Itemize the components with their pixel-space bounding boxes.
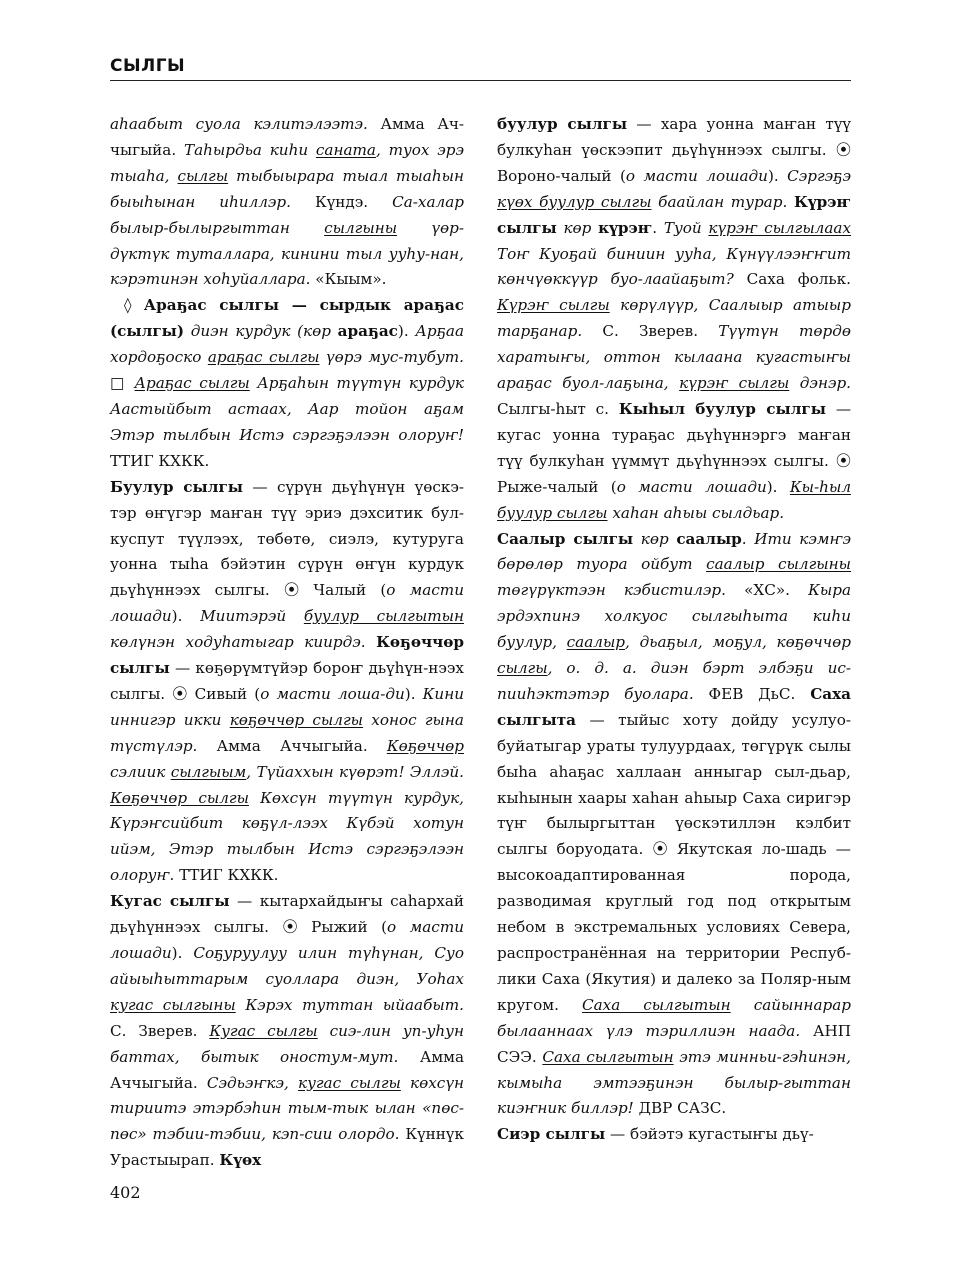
headword: саалыр — [676, 529, 742, 548]
body-text: □ — [110, 374, 135, 393]
headword: Кыһыл буулур сылгы — [618, 399, 826, 418]
paragraph — [110, 475, 464, 890]
body-text: Күндэ. — [314, 192, 393, 211]
example-text: хаһан аһыы сылдьар. — [607, 503, 785, 522]
underlined-term: сылгы — [177, 166, 229, 185]
example-text: Түүтүн төрдө харатыҥы, оттон кылаана кугастыҥы араҕас буол-лаҕына, — [497, 322, 851, 393]
example-text: тыбыырара тыал тыаһын быыһынан иһиллэр. — [110, 166, 464, 211]
body-text: ⦿ Рыжий ( — [282, 918, 388, 937]
body-text: ◊ — [124, 296, 144, 315]
underlined-term: Күрэҥ сылгы — [497, 296, 610, 315]
body-text: — кытархайдыҥы саһархай дьүһүннээх сылгы. — [110, 892, 464, 937]
paragraph — [497, 112, 851, 527]
underlined-term: кугас сылгыны — [110, 995, 236, 1014]
example-text: сэлиик — [110, 762, 171, 781]
body-text: «Кыым». — [315, 270, 387, 289]
headword: Саха сылгыта — [497, 684, 852, 729]
example-text: , туох эрэ тыаһа, — [110, 140, 464, 185]
example-text: Кыра эрдэхпинэ холкуос сылгыһыта киһи — [497, 581, 851, 626]
example-text: Көхсүн түүтүн курдук, Күрэҥсийбит көҕүл-лээх Күбэй хотун ийэм, Этэр тылбын Истэ сэргэҕэлээн олоруҥ. — [110, 788, 464, 885]
example-text: , — [552, 633, 567, 652]
underlined-term: күрэҥ сылгылаах — [708, 218, 852, 237]
paragraph — [497, 1122, 851, 1148]
example-text: көр — [303, 322, 331, 341]
example-text: этэ минньи-гэһинэн, кымыһа эмтээҕинэн былыр-гыттан киэҥник биллэр! — [497, 1047, 851, 1118]
underlined-term: Кугас сылгы — [209, 1021, 318, 1040]
body-text: ⦿ Рыже-чалый ( — [497, 451, 851, 496]
body-text: ДВР САЗС. — [638, 1099, 727, 1118]
underlined-term: сылгыны — [324, 218, 398, 237]
underlined-term: Кы-һыл буулур сылгы — [497, 477, 851, 522]
page-number: 402 — [110, 1183, 141, 1202]
paragraph — [110, 889, 464, 1174]
body-text — [331, 322, 338, 340]
example-text: , Түйаххын күөрэт! Эллэй. — [246, 762, 464, 781]
body-text: ). — [171, 607, 201, 626]
underlined-term: саната — [315, 140, 376, 159]
example-text: үөр-дүктүк туталлара, кинини тыл ууһу-нан, кэрэтинэн хоһуйаллара. — [110, 218, 465, 289]
underlined-term: кугас сылгы — [298, 1073, 401, 1092]
underlined-term: саалыр — [566, 633, 626, 652]
body-text: ). — [766, 477, 790, 496]
example-text: Ити кэмҥэ бөрөлөр туора ойбут — [497, 529, 851, 574]
body-text: ТТИГ КХКК. — [110, 451, 210, 470]
example-text: о масти лошади — [110, 918, 465, 962]
example-text: көлүнэн ходуһатыгар киирдэ. — [110, 633, 377, 652]
example-text: төгүрүктээн кэбистилэр. — [497, 581, 745, 600]
underlined-term: сылгы — [497, 659, 548, 678]
example-text: о масти лошади — [625, 166, 768, 185]
example-text: Са-халар былыр-былыргыттан — [110, 192, 464, 237]
headword: Араҕас сылгы — сырдык араҕас (сылгы) — [110, 296, 464, 341]
body-text: — көҕөрүмтүйэр бороҥ дьүһүн-нээх сылгы. — [110, 659, 464, 703]
left-column — [110, 112, 464, 1174]
example-text: Арҕаһын түүтүн курдук Аастыйбыт астаах, Аар тойон аҕам Этэр тылбын Истэ сэргэҕэлээн олоруҥ! — [110, 374, 464, 444]
underlined-term: Көҕөччөр — [386, 736, 465, 755]
underlined-term: Саха сылгытын — [542, 1047, 674, 1066]
body-text: «ХС». — [744, 581, 809, 600]
example-text: Сэдьэҥкэ, — [206, 1073, 298, 1092]
body-text: . — [652, 218, 664, 237]
body-text: ). — [171, 944, 194, 962]
body-text: — хара уонна маҥан түү булкуһан үөскээпит дьүһүннээх сылгы. — [497, 115, 851, 159]
body-text: ⦿ Якутская ло-шадь — высокоадаптированная порода, разводимая круглый год под открытым небом в экстремальных условиях Севера, распространённая на территории Респуб-лики Саха (Якутия) и далеко за Поляр-ным кругом. — [497, 840, 851, 1014]
example-text: Миитэрэй — [200, 607, 304, 626]
underlined-term: араҕас сылгы — [207, 348, 320, 367]
example-text: Тоҥ Куоҕай биниин ууһа, Күнүүлээҥҥит көнчүөккүүр буо-лаайаҕыт? — [497, 244, 851, 289]
running-head: СЫЛГЫ — [110, 56, 186, 76]
example-text: Кэрэх туттан ыйаабыт. — [235, 995, 464, 1014]
paragraph — [110, 293, 464, 474]
headword: күрэҥ — [598, 218, 653, 237]
right-column — [497, 112, 851, 1148]
body-text: — кугас уонна тураҕас дьүһүннэргэ маҥан түү булкуһан үүммүт дьүһүннээх сылгы. — [497, 399, 852, 470]
body-text: ⦿ Вороно-чалый ( — [497, 140, 851, 185]
example-text: көрүлүүр, Саалыыр атыыр тарҕанар. — [497, 296, 851, 341]
example-text: хонос гына түстүлэр. — [110, 710, 464, 755]
example-text: дэнэр. — [789, 374, 851, 393]
example-text: о масти лошади — [110, 581, 464, 626]
example-text: диэн курдук ( — [184, 322, 304, 341]
body-text: Амма Аччыгыйа. — [216, 736, 387, 755]
example-text: буулур — [497, 633, 553, 652]
example-text: үөрэ мус-тубут. — [319, 348, 464, 367]
body-text: ). — [767, 166, 788, 185]
body-text: — сүрүн дьүһүнүн үөскэ-тэр өҥүгэр маҥан түү эриэ дэхситик бул-куспут түүлээх, төбөтө, сиэлэ, кутуруга уонна тыһа бэйэтин сүрүн өҥүн курдук дьүһүннээх сылгы. — [110, 477, 464, 600]
body-text: Күннүк Урастыырап. — [110, 1125, 464, 1170]
example-text: . Таһырдьа киһи — [171, 140, 316, 159]
underlined-term: Араҕас сылгы — [134, 374, 250, 393]
body-text: Амма Ач-чыгыйа — [110, 115, 464, 159]
paragraph — [497, 527, 851, 1123]
body-text: С. Зверев. — [110, 1021, 210, 1040]
paragraph — [110, 112, 464, 293]
header-rule — [110, 80, 851, 81]
headword: Күөх — [219, 1151, 262, 1170]
example-text: Кини иннигэр икки — [110, 684, 464, 729]
underlined-term: күөх буулур сылгы — [497, 192, 652, 211]
headword: буулур сылгы — [497, 115, 628, 133]
example-text: көр — [640, 529, 669, 548]
headword: Көҕөччөр сылгы — [110, 633, 464, 678]
example-text: баайлан турар. — [651, 192, 794, 211]
body-text: Амма Аччыгыйа. — [110, 1047, 464, 1092]
body-text: ). — [404, 684, 423, 703]
headword: Кугас сылгы — [110, 892, 230, 911]
body-text — [633, 530, 641, 548]
headword: Сиэр сылгы — [497, 1125, 606, 1144]
body-text: АНП СЭЭ. — [497, 1021, 851, 1066]
example-text: көхсүн тириитэ этэрбэһин тым-тык ылан «пөс-пөс» тэбии-тэбии, кэп-сии олордо. — [110, 1073, 464, 1144]
example-text: , о. д. а. диэн бэрт элбэҕи ис-пииһэктэтэр буолара. — [497, 659, 851, 703]
body-text: — бэйэтэ кугастыҥы дьү- — [605, 1125, 814, 1144]
body-text: Саха фольк. — [746, 270, 852, 289]
example-text: көр — [563, 218, 592, 237]
headword: Саалыр сылгы — [497, 529, 634, 548]
body-text: ⦿ Чалый ( — [284, 581, 387, 600]
headword: Буулур сылгы — [110, 477, 244, 496]
body-text: ФЕВ ДьС. — [708, 684, 811, 703]
underlined-term: буулур сылгытын — [303, 607, 464, 626]
underlined-term: көҕөччөр сылгы — [229, 710, 363, 729]
body-text: ⦿ Сивый ( — [172, 684, 261, 703]
example-text: Соҕуруулуу илин түһүнан, Суо айыыһыттарым суоллара диэн, Уоһах — [110, 944, 464, 988]
example-text: о масти лоша-ди — [260, 684, 405, 703]
body-text: — тыйыс хоту дойду усулуо-буйатыгар ураты тулуурдаах, төгүрүк сылы быһа аһаҕас халлаан анныгар сыл-дьар, кыһынын хаары хаһан аһыыр Саха сиригэр түҥ былыргыттан үөскэтиллэн кэлбит сылгы боруодата. — [497, 710, 851, 859]
example-text: , дьаҕыл, моҕул, көҕөччөр — [625, 633, 851, 652]
underlined-term: Көҕөччөр сылгы — [110, 788, 249, 807]
underlined-term: сылгыым — [170, 762, 247, 781]
underlined-term: күрэҥ сылгы — [679, 374, 790, 393]
headword: Күрэҥ сылгы — [497, 192, 851, 237]
underlined-term: Саха сылгытын — [581, 995, 731, 1014]
body-text: Сылгы-һыт с. — [497, 399, 619, 418]
example-text: аһаабыт суола кэлитэлээтэ. — [110, 115, 381, 133]
example-text: сайыннарар былааннаах үлэ тэриллиэн наада. — [497, 995, 851, 1040]
example-text: Сэргэҕэ — [787, 166, 851, 185]
underlined-term: саалыр сылгыны — [706, 555, 851, 574]
headword: араҕас — [337, 322, 398, 341]
body-text: С. Зверев. — [602, 322, 719, 341]
example-text: сиэ-лин уп-уһун баттах, бытык оностум-мут. — [110, 1021, 464, 1066]
example-text: Арҕаа хордоҕоско — [110, 322, 464, 367]
body-text: . — [741, 529, 755, 548]
body-text: ТТИГ КХКК. — [174, 866, 279, 885]
example-text: Туой — [663, 218, 709, 237]
body-text: ). — [397, 322, 416, 341]
example-text: о масти лошади — [616, 477, 767, 496]
